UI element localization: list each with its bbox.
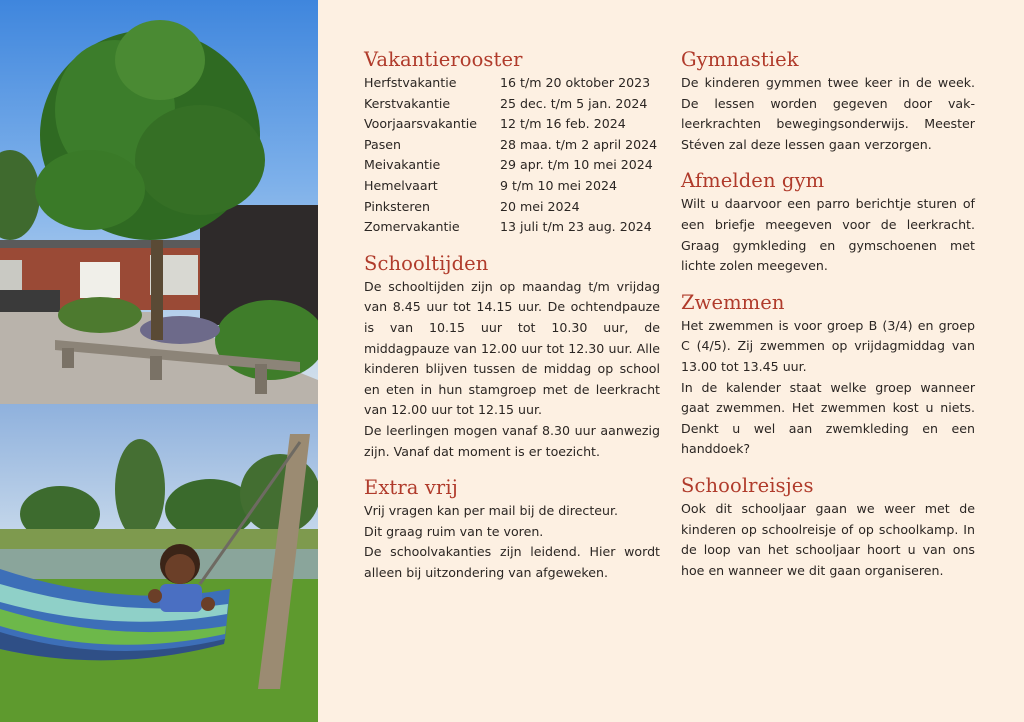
vakantie-dates: 13 juli t/m 23 aug. 2024 xyxy=(500,219,652,235)
vakantie-name: Kerstvakantie xyxy=(364,95,451,111)
vakantie-name: Pinksteren xyxy=(364,198,430,214)
child-hammock-photo xyxy=(0,404,318,722)
table-row xyxy=(364,94,657,115)
table-row xyxy=(364,73,657,94)
heading-afmelden-gym: Afmelden gym xyxy=(681,169,825,193)
heading-vakantierooster: Vakantierooster xyxy=(364,48,523,71)
vakantie-name: Herfstvakantie xyxy=(364,75,457,90)
section-zwemmen xyxy=(681,289,975,460)
hammock-illustration xyxy=(0,404,318,722)
vakantierooster-table xyxy=(364,73,657,238)
vakantie-dates: 9 t/m 10 mei 2024 xyxy=(500,177,618,193)
vakantie-dates: 25 dec. t/m 5 jan. 2024 xyxy=(500,95,648,111)
schooltijden-paragraph-1: De schooltijden zijn op maandag t/m vrijdag van 8.45 uur tot 14.15 uur. De ochtendpauze is van 10.15 uur tot 10.30 uur, de middagpauze van 12.00 uur tot 12.30 uur. Alle kinderen blijven tussen de middag op school en eten in hun stamgroep met de leerkracht van 12.00 uur tot 12.15 uur. xyxy=(364,278,660,418)
section-vakantierooster xyxy=(364,46,660,238)
vakantie-dates: 20 mei 2024 xyxy=(500,198,580,214)
zwemmen-paragraph-1: Het zwemmen is voor groep B (3/4) en groep C (4/5). Zij zwemmen op vrijdagmiddag van 13.00 tot 13.45 uur. xyxy=(681,317,975,374)
table-row xyxy=(364,135,657,156)
text-column-right xyxy=(681,46,975,593)
text-column-left xyxy=(364,46,660,595)
vakantie-dates: 29 apr. t/m 10 mei 2024 xyxy=(500,157,653,173)
gymnastiek-paragraph: De kinderen gymmen twee keer in de week. De lessen worden gegeven door vak-leerkrachten bewegingsonderwijs. Meester Stéven zal deze lessen gaan verzorgen. xyxy=(681,75,975,152)
schooltijden-paragraph-2: De leerlingen mogen vanaf 8.30 uur aanwezig zijn. Vanaf dat moment is er toezicht. xyxy=(364,422,660,459)
extra-vrij-paragraph-2: Dit graag ruim van te voren. xyxy=(364,523,544,539)
heading-extra-vrij: Extra vrij xyxy=(364,476,458,500)
vakantie-name: Meivakantie xyxy=(364,157,441,173)
heading-schooltijden: Schooltijden xyxy=(364,251,489,275)
school-tree-photo xyxy=(0,0,318,404)
extra-vrij-paragraph-3: De schoolvakanties zijn leidend. Hier wordt alleen bij uitzondering van afgeweken. xyxy=(364,544,660,580)
vakantie-dates: 28 maa. t/m 2 april 2024 xyxy=(500,136,658,152)
afmelden-gym-paragraph: Wilt u daarvoor een parro berichtje sturen of een briefje meegeven voor de leerkracht. Graag gymkleding en gymschoenen met lichte zolen meegeven. xyxy=(681,196,975,274)
section-extra-vrij xyxy=(364,474,660,583)
zwemmen-paragraph-2: In de kalender staat welke groep wanneer gaat zwemmen. Het zwemmen kost u niets. Denkt u wel aan zwemkleding en een handdoek? xyxy=(681,379,975,457)
section-afmelden-gym xyxy=(681,167,975,276)
heading-schoolreisjes: Schoolreisjes xyxy=(681,473,814,497)
table-row xyxy=(364,217,657,238)
school-tree-illustration xyxy=(0,0,318,404)
heading-gymnastiek: Gymnastiek xyxy=(681,48,799,71)
table-row xyxy=(364,197,657,218)
extra-vrij-paragraph-1: Vrij vragen kan per mail bij de directeur. xyxy=(364,503,619,519)
vakantie-dates: 16 t/m 20 oktober 2023 xyxy=(500,75,651,90)
section-schoolreisjes xyxy=(681,472,975,581)
schoolreisjes-paragraph: Ook dit schooljaar gaan we weer met de kinderen op schoolreisje of op schoolkamp. In de loop van het schooljaar hoort u van ons hoe en wanneer we dit gaan organiseren. xyxy=(681,500,975,578)
section-schooltijden xyxy=(364,250,660,462)
table-row xyxy=(364,155,657,176)
table-row xyxy=(364,176,657,197)
vakantie-name: Pasen xyxy=(364,136,402,152)
vakantie-name: Zomervakantie xyxy=(364,219,460,235)
vakantie-name: Hemelvaart xyxy=(364,177,438,193)
vakantie-dates: 12 t/m 16 feb. 2024 xyxy=(500,116,626,132)
vakantie-name: Voorjaarsvakantie xyxy=(364,116,478,132)
table-row xyxy=(364,114,657,135)
section-gymnastiek xyxy=(681,46,975,155)
heading-zwemmen: Zwemmen xyxy=(681,290,785,314)
